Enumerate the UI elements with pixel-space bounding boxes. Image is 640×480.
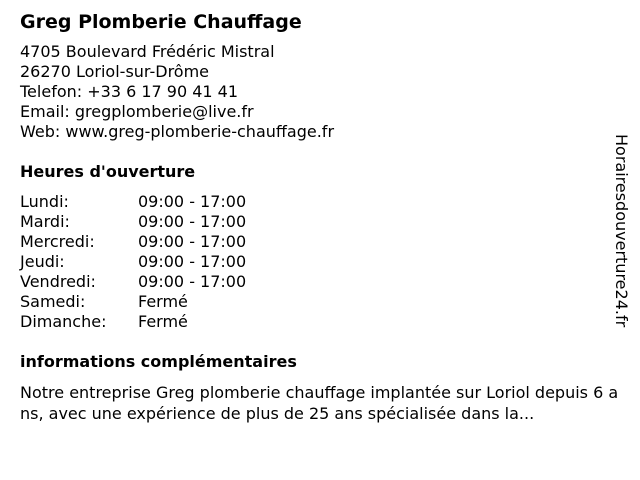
hours-row-sunday <box>20 312 246 332</box>
day-label: Lundi: <box>20 192 69 211</box>
day-hours: 09:00 - 17:00 <box>138 192 247 211</box>
day-hours: 09:00 - 17:00 <box>138 252 247 271</box>
hours-table <box>20 192 246 332</box>
day-hours: 09:00 - 17:00 <box>138 212 247 231</box>
hours-row-friday <box>20 272 246 292</box>
day-label: Samedi: <box>20 292 86 311</box>
hours-row-tuesday <box>20 212 246 232</box>
business-card <box>20 10 625 424</box>
info-description: Notre entreprise Greg plomberie chauffage implantée sur Loriol depuis 6 ans, avec une expérience de plus de 25 ans spécialisée dans la... <box>20 383 619 423</box>
day-label: Jeudi: <box>20 252 65 271</box>
day-hours: 09:00 - 17:00 <box>138 272 247 291</box>
day-label: Mardi: <box>20 212 70 231</box>
address-city: 26270 Loriol-sur-Drôme <box>20 62 210 81</box>
hours-row-wednesday <box>20 232 246 252</box>
day-label: Mercredi: <box>20 232 95 251</box>
day-hours: 09:00 - 17:00 <box>138 232 247 251</box>
day-hours: Fermé <box>138 292 188 311</box>
web-line: Web: www.greg-plomberie-chauffage.fr <box>20 122 335 141</box>
hours-row-saturday <box>20 292 246 312</box>
info-heading: informations complémentaires <box>20 352 297 371</box>
day-label: Dimanche: <box>20 312 107 331</box>
email-line: Email: gregplomberie@live.fr <box>20 102 254 121</box>
hours-row-thursday <box>20 252 246 272</box>
day-label: Vendredi: <box>20 272 96 291</box>
day-hours: Fermé <box>138 312 188 331</box>
watermark-text: Horairesdouverture24.fr <box>612 134 631 328</box>
hours-row-monday <box>20 192 246 212</box>
phone-line: Telefon: +33 6 17 90 41 41 <box>20 82 239 101</box>
hours-heading: Heures d'ouverture <box>20 162 196 181</box>
address-street: 4705 Boulevard Frédéric Mistral <box>20 42 275 61</box>
business-name: Greg Plomberie Chauffage <box>20 11 302 33</box>
